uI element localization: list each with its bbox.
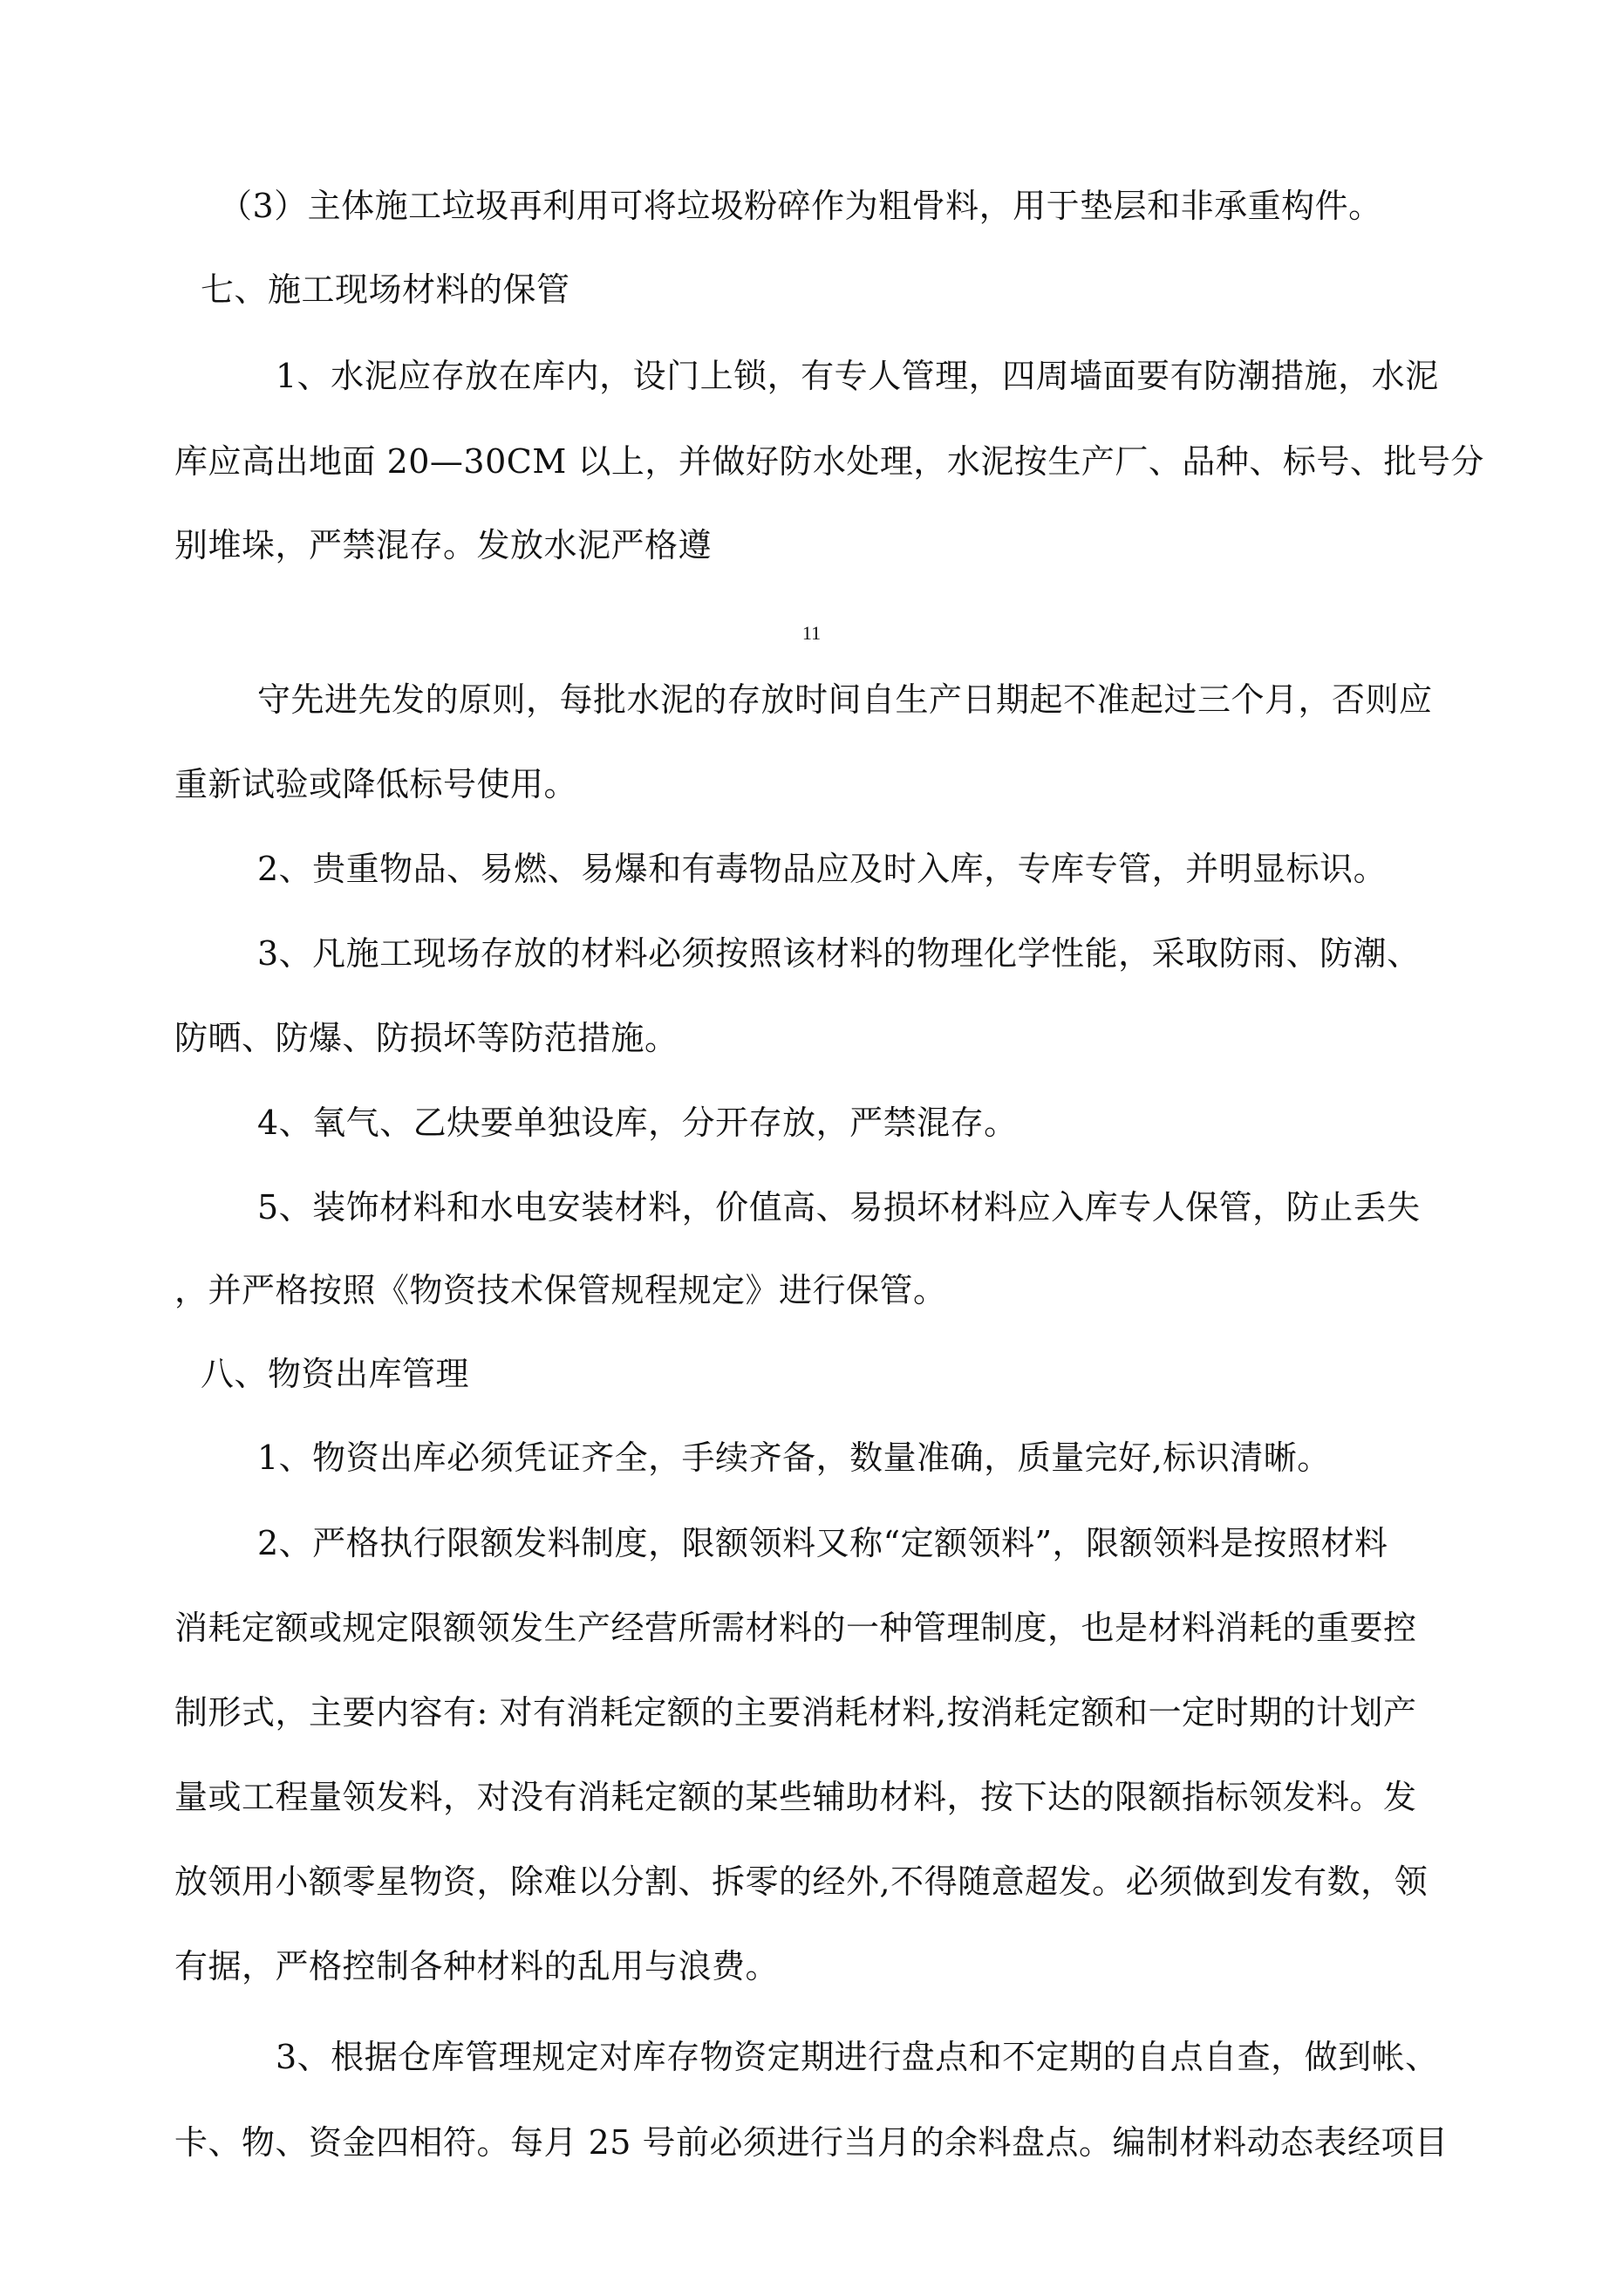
text-line: 2、严格执行限额发料制度，限额领料又称“定额领料”，限额领料是按照材料 (257, 1524, 1388, 1562)
text-line: 1、物资出库必须凭证齐全，手续齐备，数量准确，质量完好,标识清晰。 (257, 1438, 1331, 1477)
section-heading: 七、施工现场材料的保管 (201, 270, 570, 309)
text-line: 有据，严格控制各种材料的乱用与浪费。 (174, 1947, 780, 1985)
text-line: 别堆垛，严禁混存。发放水泥严格遵 (174, 526, 713, 564)
text-line: 3、凡施工现场存放的材料必须按照该材料的物理化学性能，采取防雨、防潮、 (257, 934, 1421, 973)
text-line: 5、装饰材料和水电安装材料，价值高、易损坏材料应入库专人保管，防止丢失 (257, 1188, 1421, 1227)
text-line: 2、贵重物品、易燃、易爆和有毒物品应及时入库，专库专管，并明显标识。 (257, 850, 1388, 888)
section-heading: 八、物资出库管理 (201, 1355, 470, 1393)
text-line: 消耗定额或规定限额领发生产经营所需材料的一种管理制度，也是材料消耗的重要控 (174, 1609, 1417, 1647)
text-line: 制形式，主要内容有: 对有消耗定额的主要消耗材料,按消耗定额和一定时期的计划产 (174, 1693, 1417, 1732)
text-line: 1、水泥应存放在库内，设门上锁，有专人管理，四周墙面要有防潮措施，水泥 (276, 357, 1439, 395)
text-line: ，并严格按照《物资技术保管规程规定》进行保管。 (174, 1271, 947, 1309)
text-line: （3）主体施工垃圾再利用可将垃圾粉碎作为粗骨料，用于垫层和非承重构件。 (219, 187, 1382, 225)
text-line: 防晒、防爆、防损坏等防范措施。 (174, 1019, 679, 1057)
text-line: 库应高出地面 20—30CM 以上，并做好防水处理，水泥按生产厂、品种、标号、批号分 (174, 442, 1484, 481)
text-line: 放领用小额零星物资，除难以分割、拆零的经外,不得随意超发。必须做到发有数，领 (174, 1862, 1429, 1901)
text-line: 重新试验或降低标号使用。 (174, 765, 578, 803)
text-line: 卡、物、资金四相符。每月 25 号前必须进行当月的余料盘点。编制材料动态表经项目 (174, 2123, 1449, 2162)
page-number: 11 (801, 622, 822, 644)
text-line: 3、根据仓库管理规定对库存物资定期进行盘点和不定期的自点自查，做到帐、 (276, 2038, 1439, 2076)
text-line: 4、氧气、乙炔要单独设库，分开存放，严禁混存。 (257, 1104, 1018, 1142)
text-line: 守先进先发的原则，每批水泥的存放时间自生产日期起不准起过三个月，否则应 (257, 680, 1433, 719)
text-line: 量或工程量领发料，对没有消耗定额的某些辅助材料，按下达的限额指标领发料。发 (174, 1778, 1417, 1816)
